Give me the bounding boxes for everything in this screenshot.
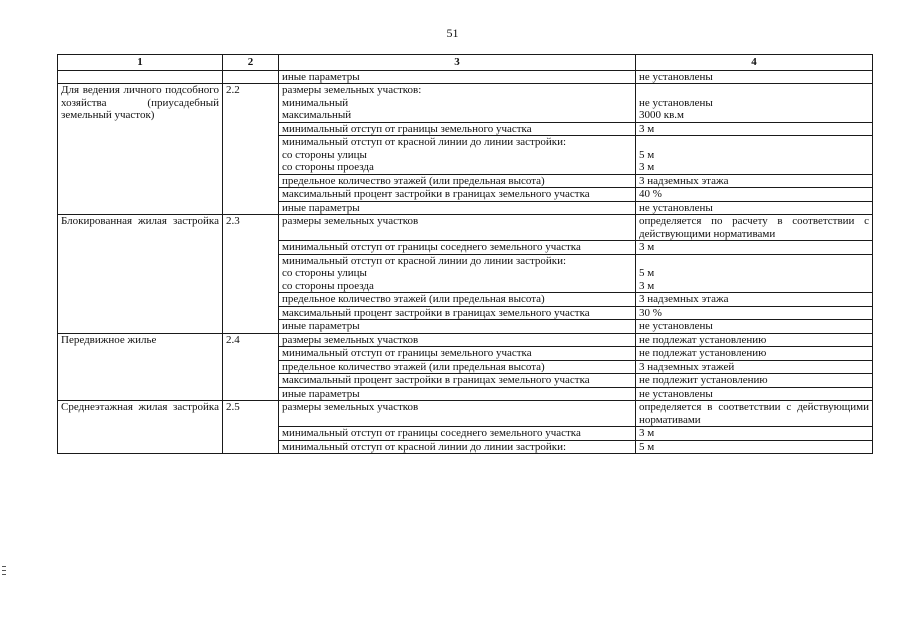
param-cell: минимальный отступ от красной линии до линии застройки: xyxy=(279,440,636,454)
param-line: минимальный отступ от красной линии до линии застройки: xyxy=(282,136,567,148)
value-cell xyxy=(636,84,873,123)
param-cell: минимальный отступ от границы соседнего земельного участка xyxy=(279,241,636,255)
value-cell: определяется по расчету в соответствии с действующими нормативами xyxy=(636,215,873,241)
value-line: 5 м xyxy=(639,267,655,279)
use-type-code: 2.2 xyxy=(223,84,279,215)
value-cell: 3 надземных этажа xyxy=(636,293,873,307)
param-cell xyxy=(279,254,636,293)
param-cell: размеры земельных участков xyxy=(279,333,636,347)
value-line xyxy=(639,84,869,97)
use-type-name-line: Для ведения личного подсобного хозяйства (приусадебный xyxy=(61,84,219,109)
use-type-name: Среднеэтажная жилая застройка xyxy=(58,401,223,454)
zoning-parameters-table xyxy=(57,54,873,454)
param-cell: максимальный процент застройки в границах земельного участка xyxy=(279,306,636,320)
value-line: 3000 кв.м xyxy=(639,109,684,121)
param-cell: минимальный отступ от границы земельного участка xyxy=(279,347,636,361)
param-cell: иные параметры xyxy=(279,320,636,334)
param-line: максимальный xyxy=(282,109,352,121)
param-cell xyxy=(279,136,636,175)
param-cell: максимальный процент застройки в границах земельного участка xyxy=(279,374,636,388)
param-cell: минимальный отступ от границы земельного участка xyxy=(279,122,636,136)
value-cell: 3 м xyxy=(636,427,873,441)
param-cell: размеры земельных участков xyxy=(279,401,636,427)
param-cell: иные параметры xyxy=(279,387,636,401)
param-line: со стороны улицы xyxy=(282,148,367,161)
value-cell: не установлены xyxy=(636,387,873,401)
value-line: 3 м xyxy=(639,161,655,173)
value-line: 5 м xyxy=(639,148,655,161)
use-type-name xyxy=(58,84,223,215)
value-cell: определяется в соответствии с действующими нормативами xyxy=(636,401,873,427)
param-cell: предельное количество этажей (или предельная высота) xyxy=(279,174,636,188)
value-cell: не установлены xyxy=(636,320,873,334)
page-number: 51 xyxy=(446,26,459,40)
value-cell: 5 м xyxy=(636,440,873,454)
value-cell: 40 % xyxy=(636,188,873,202)
value-cell: не установлены xyxy=(636,70,873,84)
column-header-2: 2 xyxy=(223,55,279,71)
param-line: со стороны улицы xyxy=(282,267,367,279)
value-cell: 3 м xyxy=(636,122,873,136)
use-type-name-line: земельный участок) xyxy=(61,109,155,121)
param-cell: предельное количество этажей (или предельная высота) xyxy=(279,360,636,374)
value-cell: 3 надземных этажа xyxy=(636,174,873,188)
name-cell xyxy=(58,70,223,84)
param-cell: минимальный отступ от границы соседнего земельного участка xyxy=(279,427,636,441)
table-row xyxy=(58,215,873,241)
value-cell: 30 % xyxy=(636,306,873,320)
header-row xyxy=(58,55,873,71)
param-cell: иные параметры xyxy=(279,201,636,215)
table-row xyxy=(58,333,873,347)
table-row xyxy=(58,70,873,84)
value-cell: 3 м xyxy=(636,241,873,255)
column-header-3: 3 xyxy=(279,55,636,71)
use-type-name: Передвижное жилье xyxy=(58,333,223,401)
code-cell xyxy=(223,70,279,84)
table-row xyxy=(58,401,873,427)
param-line: минимальный xyxy=(282,96,349,109)
param-cell xyxy=(279,84,636,123)
use-type-code: 2.4 xyxy=(223,333,279,401)
value-cell: 3 надземных этажей xyxy=(636,360,873,374)
use-type-name: Блокированная жилая застройка xyxy=(58,215,223,334)
param-cell: иные параметры xyxy=(279,70,636,84)
param-line: минимальный отступ от красной линии до линии застройки: xyxy=(282,254,567,267)
param-line: со стороны проезда xyxy=(282,279,374,292)
param-line: размеры земельных участков: xyxy=(282,84,422,96)
value-line xyxy=(639,255,869,268)
value-cell xyxy=(636,136,873,175)
value-line: не установлены xyxy=(639,96,713,109)
param-cell: размеры земельных участков xyxy=(279,215,636,241)
column-header-1: 1 xyxy=(58,55,223,71)
value-cell xyxy=(636,254,873,293)
use-type-code: 2.5 xyxy=(223,401,279,454)
table-row xyxy=(58,84,873,123)
use-type-code: 2.3 xyxy=(223,215,279,334)
column-header-4: 4 xyxy=(636,55,873,71)
value-cell: не подлежат установлению xyxy=(636,333,873,347)
value-line: 3 м xyxy=(639,279,655,292)
value-cell: не установлены xyxy=(636,201,873,215)
margin-mark xyxy=(2,566,6,575)
value-cell: не подлежит установлению xyxy=(636,374,873,388)
param-cell: максимальный процент застройки в границах земельного участка xyxy=(279,188,636,202)
param-line: со стороны проезда xyxy=(282,161,374,173)
value-cell: не подлежат установлению xyxy=(636,347,873,361)
value-line xyxy=(639,136,869,149)
param-cell: предельное количество этажей (или предельная высота) xyxy=(279,293,636,307)
